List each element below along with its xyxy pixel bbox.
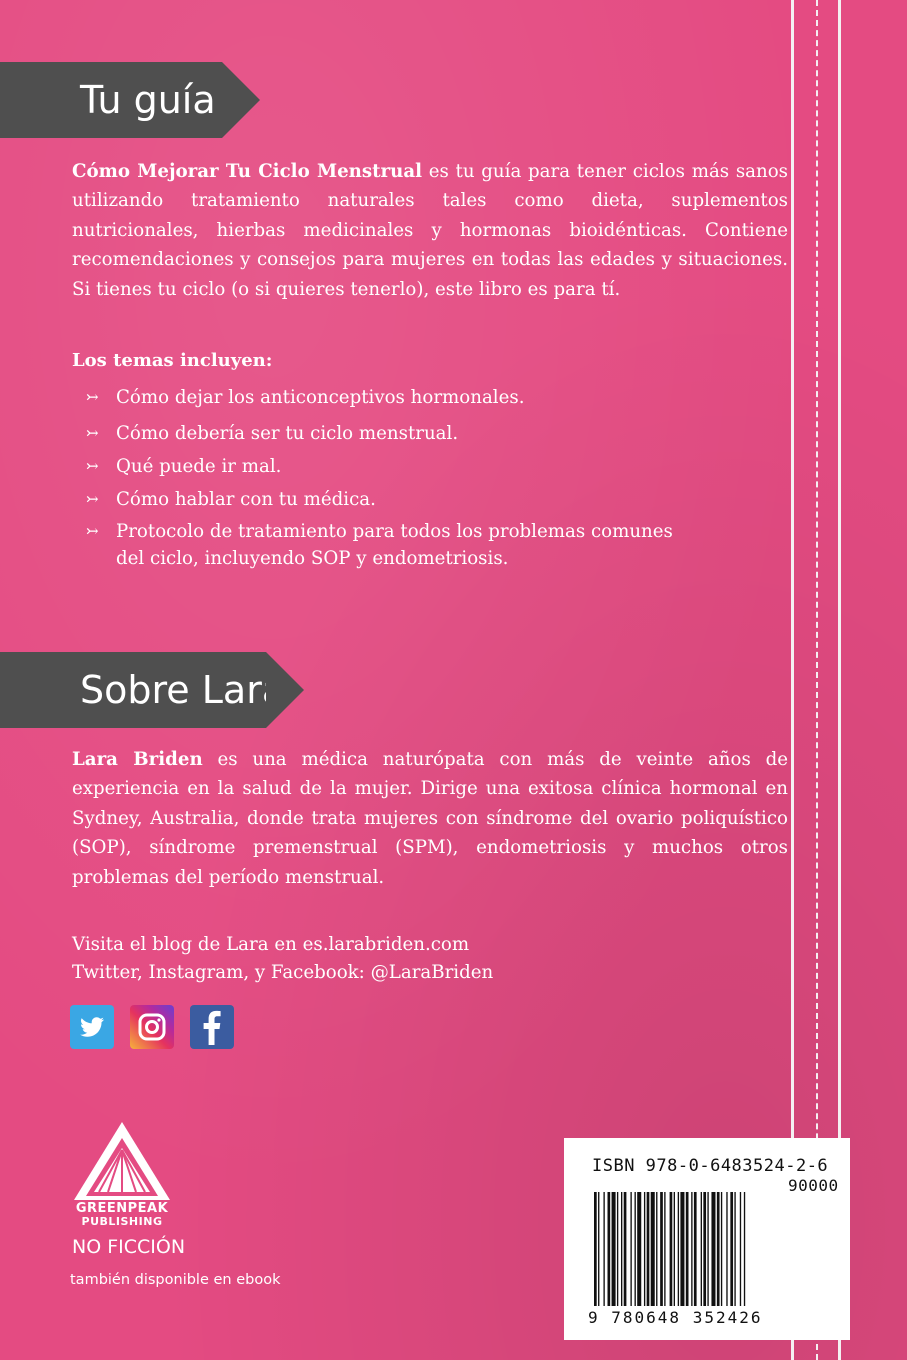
barcode-stripe [701,1192,702,1306]
author-bio-text: es una médica naturópata con más de veinte años de experiencia en la salud de la mujer. Dirige una exitosa clínica hormonal en Sydney, Australia, donde trata mujeres con síndrome del ovario poliquístico (SOP), síndrome premenstrual (SPM), endometriosis y muchos otros problemas del período menstrual. [72,749,788,888]
topic-text: Cómo dejar los anticonceptivos hormonales. [116,387,525,408]
barcode-stripe [617,1192,618,1306]
barcode-stripe [608,1192,611,1306]
topic-item [86,420,706,447]
barcode-stripe [730,1192,733,1306]
barcode-stripe [670,1192,673,1306]
facebook-icon[interactable] [190,1005,234,1049]
ebook-note: también disponible en ebook [70,1272,281,1288]
barcode-stripe [740,1192,741,1306]
barcode-stripe [647,1192,650,1306]
isbn-barcode [564,1138,850,1340]
topic-text: Cómo hablar con tu médica. [116,489,376,510]
guide-banner [0,62,222,138]
barcode-stripe [635,1192,636,1306]
barcode-stripe [660,1192,663,1306]
topic-item [86,384,706,411]
book-title: Cómo Mejorar Tu Ciclo Menstrual [72,161,423,182]
guide-heading: Tu guía [80,78,216,122]
barcode-stripe [717,1192,720,1306]
barcode-stripe [674,1192,675,1306]
instagram-icon[interactable] [130,1005,174,1049]
barcode-stripe [734,1192,735,1306]
publisher-subname: PUBLISHING [81,1215,163,1228]
barcode-digits: 9 780648 352426 [588,1308,763,1327]
topic-item [86,518,706,572]
barcode-stripe [612,1192,616,1306]
barcode-stripe [680,1192,684,1306]
arrow-icon: ↣ [86,457,99,475]
price-code: 90000 [788,1176,839,1195]
barcode-stripe [707,1192,708,1306]
publisher-name: GREENPEAK [75,1201,169,1216]
barcode-stripe [621,1192,622,1306]
barcode-stripe [726,1192,727,1306]
barcode-stripe [656,1192,657,1306]
barcode-stripe [678,1192,679,1306]
barcode-stripe [686,1192,689,1306]
barcode-stripe [594,1192,597,1306]
twitter-icon[interactable] [70,1005,114,1049]
topic-text: Protocolo de tratamiento para todos los problemas comunes del ciclo, incluyendo SOP y endometriosis. [116,521,673,569]
topic-item [86,486,706,513]
barcode-stripe [694,1192,697,1306]
barcode-stripe [644,1192,645,1306]
blog-line: Visita el blog de Lara en es.larabriden.com [72,934,470,955]
arrow-icon: ↣ [86,522,99,540]
author-name: Lara Briden [72,749,203,770]
about-banner [0,652,286,728]
topics-label: Los temas incluyen: [72,350,273,371]
barcode-stripe [744,1192,745,1306]
topic-text: Cómo debería ser tu ciclo menstrual. [116,423,459,444]
author-bio [72,745,788,892]
barcode-stripe [721,1192,722,1306]
isbn-text: ISBN 978-0-6483524-2-6 [592,1156,829,1176]
barcode-stripe [624,1192,627,1306]
topic-item [86,453,706,480]
barcode-stripe [651,1192,655,1306]
arrow-icon: ↣ [86,388,99,406]
about-heading: Sobre Lara [80,668,286,712]
social-line: Twitter, Instagram, y Facebook: @LaraBriden [72,962,494,983]
guide-intro-text: es tu guía para tener ciclos más sanos utilizando tratamiento naturales tales como dieta, suplementos nutricionales, hierbas medicinales y hormonas bioidénticas. Contiene recomendaciones y consejos para mujeres en todas las edades y situaciones. Si tienes tu ciclo (o si quieres tenerlo), este libro es para tí. [72,161,789,300]
barcode-stripe [603,1192,604,1306]
arrow-icon: ↣ [86,490,99,508]
barcode-stripe [637,1192,641,1306]
arrow-icon: ↣ [86,424,99,442]
barcode-stripe [630,1192,631,1306]
barcode-stripe [691,1192,692,1306]
barcode-stripe [703,1192,706,1306]
barcode-bars [594,1192,844,1306]
category-label: NO FICCIÓN [72,1236,186,1258]
topic-text: Qué puede ir mal. [116,456,282,477]
guide-intro [72,157,788,304]
barcode-stripe [664,1192,665,1306]
barcode-stripe [711,1192,715,1306]
barcode-stripe [598,1192,599,1306]
